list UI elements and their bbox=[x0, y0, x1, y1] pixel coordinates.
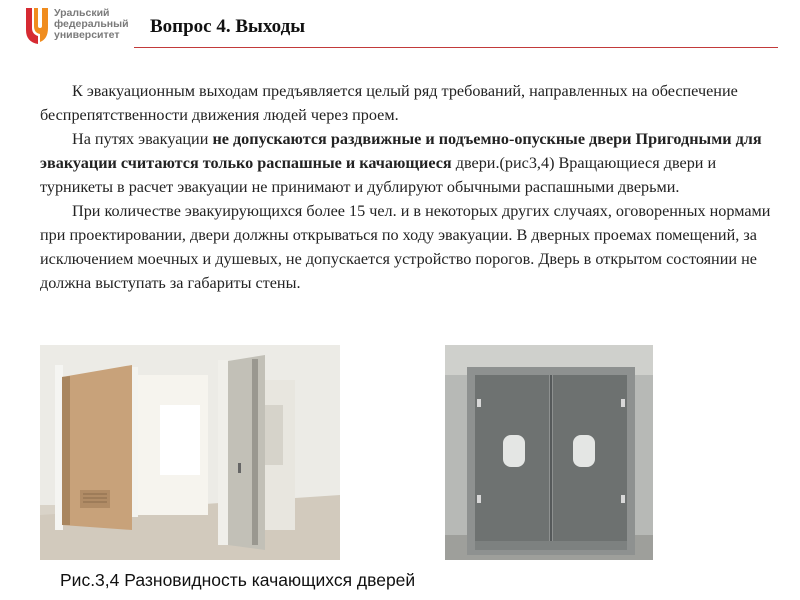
logo-line-1: Уральский bbox=[54, 7, 110, 19]
figure-caption: Рис.3,4 Разновидность качающихся дверей bbox=[60, 570, 416, 590]
slide-title: Вопрос 4. Выходы bbox=[150, 16, 306, 37]
logo-text bbox=[54, 8, 164, 41]
paragraph-2 bbox=[40, 127, 785, 199]
logo-mark-icon bbox=[22, 6, 54, 46]
university-logo bbox=[22, 6, 152, 46]
double-swing-door-photo bbox=[445, 345, 653, 560]
swing-door-photo bbox=[40, 345, 340, 560]
paragraph-2-emphasis: не допускаются раздвижные и подъемно-опускные двери Пригодными для эвакуации считаются только распашные и качающиеся bbox=[40, 130, 762, 172]
logo-line-3: университет bbox=[54, 29, 120, 41]
paragraph-2-tail: двери.(рис3,4) Вращающиеся двери и турникеты в расчет эвакуации не принимают и дублируют обычными распашными дверьми. bbox=[40, 154, 717, 196]
paragraph-2-lead: На путях эвакуации bbox=[72, 130, 213, 148]
logo-line-2: федеральный bbox=[54, 18, 129, 30]
body-text bbox=[40, 79, 785, 295]
title-divider bbox=[134, 47, 778, 48]
paragraph-1: К эвакуационным выходам предъявляется целый ряд требований, направленных на обеспечение беспрепятственности движения людей через проем. bbox=[40, 82, 738, 124]
paragraph-3: При количестве эвакуирующихся более 15 чел. и в некоторых других случаях, оговоренных нормами при проектировании, двери должны открываться по ходу эвакуации. В дверных проемах помещений, за исключением моечных и душевых, не допускается устройство порогов. Дверь в открытом состоянии не должна выступать за габариты стены. bbox=[40, 202, 771, 292]
